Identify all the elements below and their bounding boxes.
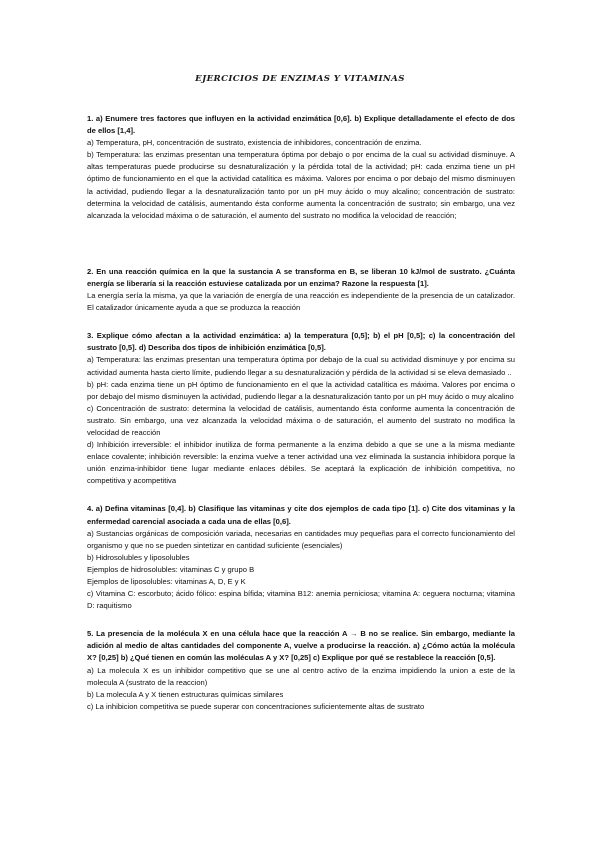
exercise-answer: a) Temperatura: las enzimas presentan una temperatura óptima por debajo de la cual su actividad disminuye y por encima su actividad aumenta hasta cierto límite, pudiendo llegar a su desnaturalización y pérdida de la actividad si se eleva demasiado .. [87, 355, 515, 377]
exercise-1 [87, 113, 515, 222]
exercise-answer: d) Inhibición irreversible: el inhibidor inutiliza de forma permanente a la enzima debido a que se une a la misma mediante enlace covalente; inhibición reversible: la enzima vuelve a tener actividad una vez eliminada la sustancia inhibidora porque la unión enzima-inhibidor tiene lugar mediante enlaces débiles. Se aceptará la explicación de inhibición competitiva, no competitiva y acompetitiva [87, 440, 515, 486]
exercise-answer: b) Hidrosolubles y liposolubles [87, 552, 190, 562]
exercise-answer: b) pH: cada enzima tiene un pH óptimo de funcionamiento en el que la actividad catalítica es máxima. Valores por encima o por debajo del mismo disminuyen la actividad, pudiendo llegar a la desnaturalización tanto por un pH muy ácido o muy alcalino [87, 379, 515, 401]
exercise-answer: a) Sustancias orgánicas de composición variada, necesarias en cantidades muy pequeñas para el correcto funcionamiento del organismo y que no se pueden sintetizar en cantidad suficiente (esenciales) [87, 528, 515, 550]
exercise-answer: Ejemplos de liposolubles: vitaminas A, D, E y K [87, 577, 246, 586]
exercise-5 [87, 628, 515, 713]
exercise-3 [87, 330, 515, 487]
exercise-question: 5. La presencia de la molécula X en una célula hace que la reacción A → B no se realice. Sin embargo, mediante la adición al medio de altas cantidades del componente A, vuelve a producirse la reacción. a) ¿Cómo actúa la molécula X? [0,25] b) ¿Qué tienen en común las moléculas A y X? [0,25] c) Explique por qué se restablece la reacción [0,5]. [87, 629, 515, 663]
exercise-answer: c) Concentración de sustrato: determina la velocidad de catálisis, aumentando ésta conforme aumenta la concentración de sustrato. Sin embargo, una vez alcanzada la velocidad máxima o de saturación, el aumento del sustrato no modifica la velocidad de reacción [87, 403, 515, 437]
exercise-answer: b) Temperatura: las enzimas presentan una temperatura óptima por debajo o por encima de la cual su actividad disminuye. A altas temperaturas puede producirse su desnaturalización y la pérdida total de la actividad; pH: cada enzima tiene un pH óptimo de funcionamiento en el que la actividad catalítica es máxima. Valores por encima o por debajo del mismo disminuyen la actividad, pudiendo llegar a la desnaturalización tanto por un pH muy ácido o muy alcalino; concentración de sustrato: determina la velocidad de catálisis, aumentando ésta conforme aumenta la concentración de sustrato; sin embargo, una vez alcanzada la velocidad máxima o de saturación, el aumento del sustrato no modifica la velocidad de reacción; [87, 150, 515, 220]
exercise-question: 3. Explique cómo afectan a la actividad enzimática: a) la temperatura [0,5]; b) el pH [0,5]; c) la concentración del sustrato [0,5]. d) Describa dos tipos de inhibición enzimática [0,5]. [87, 331, 515, 353]
exercise-answer: b) La molecula A y X tienen estructuras químicas similares [87, 689, 284, 699]
exercise-answer: Ejemplos de hidrosolubles: vitaminas C y grupo B [87, 564, 255, 574]
exercise-4 [87, 503, 515, 612]
exercise-answer: c) La inhibicion competitiva se puede superar con concentraciones suficientemente altas de sustrato [87, 701, 425, 711]
exercise-question: 4. a) Defina vitaminas [0,4]. b) Clasifique las vitaminas y cite dos ejemplos de cada tipo [1]. c) Cite dos vitaminas y la enfermedad carencial asociada a cada una de ellas [0,6]. [87, 504, 515, 526]
exercise-answer: a) La molecula X es un inhibidor competitivo que se une al centro activo de la enzima impidiendo la union a este de la molecula A (sustrato de la reaccion) [87, 665, 515, 687]
exercise-answer: a) Temperatura, pH, concentración de sustrato, existencia de inhibidores, concentración de enzima. [87, 138, 422, 148]
exercise-question: 2. En una reacción química en la que la sustancia A se transforma en B, se liberan 10 kJ/mol de sustrato. ¿Cuánta energía se liberaría si la reacción estuviese catalizada por un enzima? Razone la respuesta [1]. [87, 266, 515, 288]
document-body [87, 113, 515, 713]
exercise-answer: La energía sería la misma, ya que la variación de energía de una reacción es independiente de la presencia de un catalizador. El catalizador únicamente ayuda a que se produzca la reacción [87, 291, 515, 313]
exercise-2 [87, 266, 515, 314]
exercise-question: 1. a) Enumere tres factores que influyen en la actividad enzimática [0,6]. b) Explique detalladamente el efecto de dos de ellos [1,4]. [87, 114, 515, 136]
exercise-answer: c) Vitamina C: escorbuto; ácido fólico: espina bífida; vitamina B12: anemia perniciosa; vitamina A: ceguera nocturna; vitamina D: raquitismo [87, 589, 515, 611]
document-title: EJERCICIOS DE ENZIMAS Y VITAMINAS [195, 74, 405, 84]
